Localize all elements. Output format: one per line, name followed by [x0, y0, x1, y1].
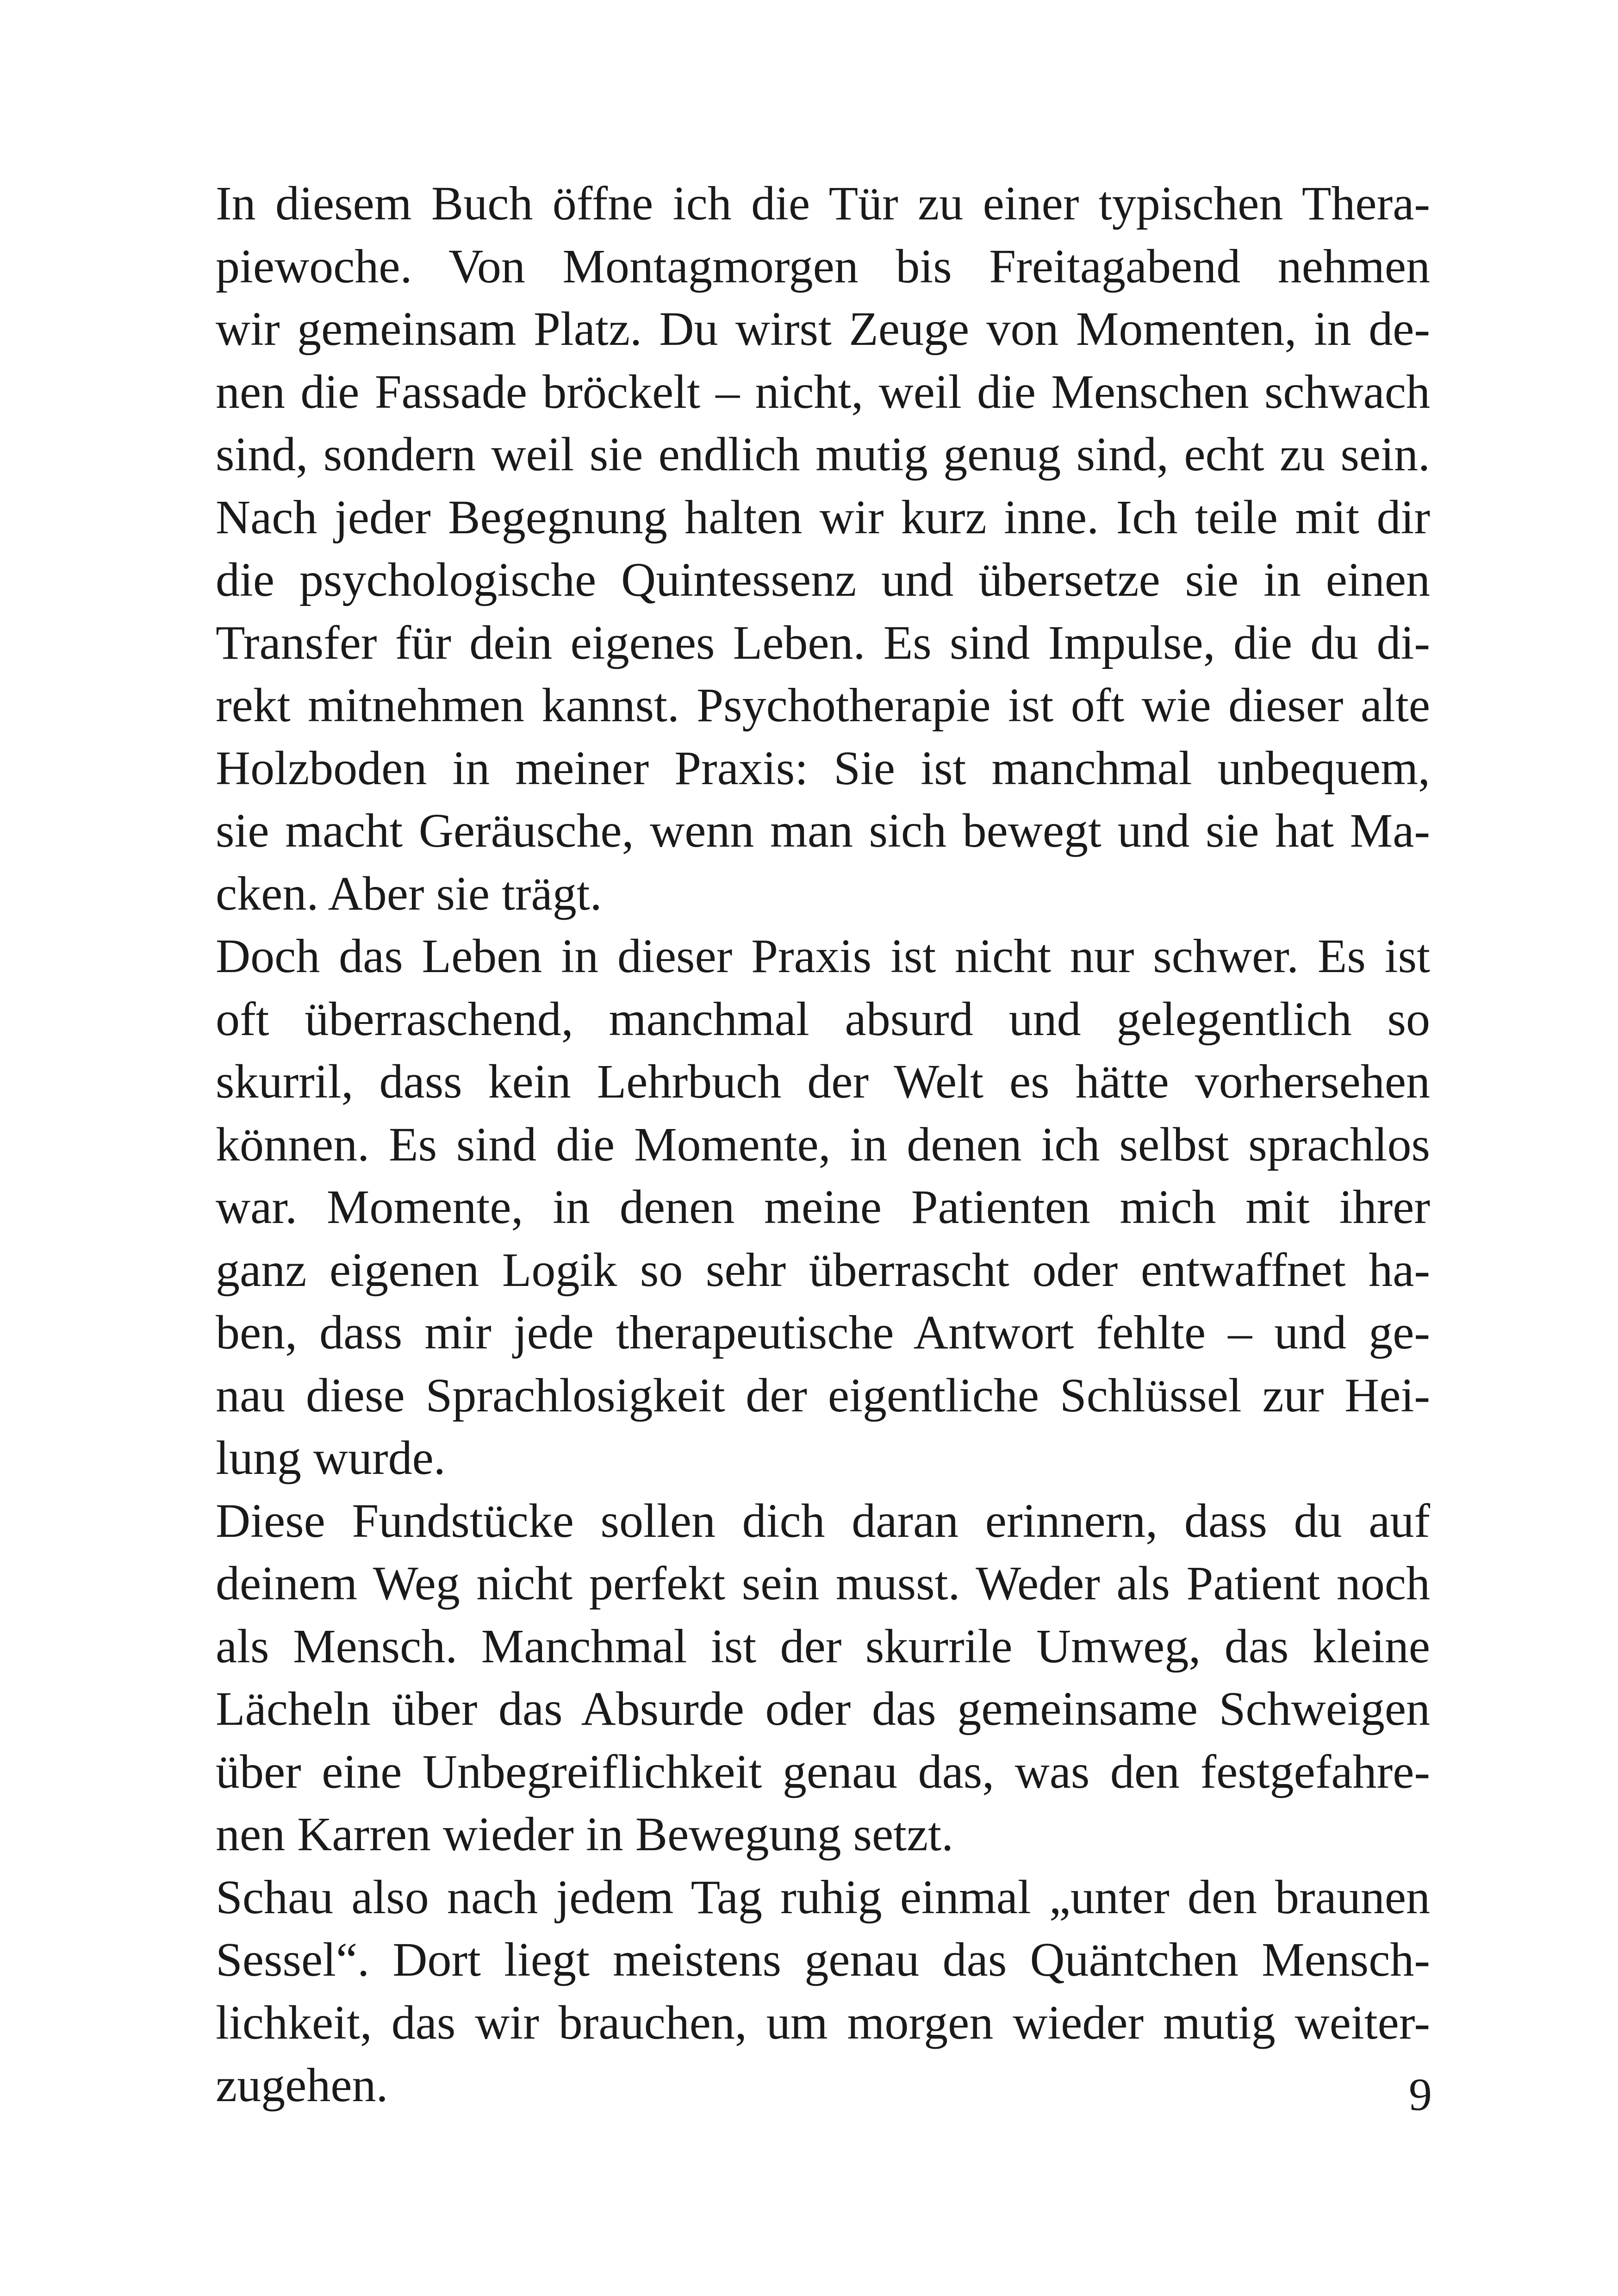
text-line: rekt mitnehmen kannst. Psychotherapie ist oft wie dieser alte — [216, 679, 1430, 732]
paragraph-4 — [216, 1866, 1430, 2117]
text-line: Diese Fundstücke sollen dich daran erinnern, dass du auf — [216, 1494, 1430, 1547]
text-line: über eine Unbegreiflichkeit genau das, was den festgefahre- — [216, 1745, 1430, 1798]
text-line: Doch das Leben in dieser Praxis ist nicht nur schwer. Es ist — [216, 930, 1430, 983]
text-line: zugehen. — [216, 2059, 388, 2112]
text-line: ganz eigenen Logik so sehr überrascht oder entwaffnet ha- — [216, 1243, 1430, 1297]
text-line: Transfer für dein eigenes Leben. Es sind Impulse, die du di- — [216, 616, 1430, 669]
text-line: deinem Weg nicht perfekt sein musst. Weder als Patient noch — [216, 1557, 1430, 1610]
text-line: oft überraschend, manchmal absurd und gelegentlich so — [216, 992, 1430, 1046]
text-line: war. Momente, in denen meine Patienten mich mit ihrer — [216, 1180, 1430, 1234]
text-line: als Mensch. Manchmal ist der skurrile Umweg, das kleine — [216, 1619, 1430, 1673]
text-line: Sessel“. Dort liegt meistens genau das Quäntchen Mensch- — [216, 1933, 1430, 1986]
paragraph-1 — [216, 172, 1430, 925]
paragraph-2 — [216, 925, 1430, 1490]
text-line: können. Es sind die Momente, in denen ich selbst sprachlos — [216, 1117, 1430, 1171]
text-line: wir gemeinsam Platz. Du wirst Zeuge von Momenten, in de- — [216, 302, 1430, 356]
text-line: ben, dass mir jede therapeutische Antwort fehlte – und ge- — [216, 1306, 1430, 1359]
text-line: nen Karren wieder in Bewegung setzt. — [216, 1808, 954, 1861]
text-line: sie macht Geräusche, wenn man sich bewegt und sie hat Ma- — [216, 804, 1430, 857]
text-line: sind, sondern weil sie endlich mutig genug sind, echt zu sein. — [216, 428, 1430, 481]
text-line: nau diese Sprachlosigkeit der eigentliche Schlüssel zur Hei- — [216, 1368, 1430, 1422]
text-line: lung wurde. — [216, 1431, 446, 1485]
text-line: cken. Aber sie trägt. — [216, 867, 602, 920]
text-line: Lächeln über das Absurde oder das gemeinsame Schweigen — [216, 1682, 1430, 1735]
text-line: lichkeit, das wir brauchen, um morgen wieder mutig weiter- — [216, 1996, 1430, 2049]
text-line: Schau also nach jedem Tag ruhig einmal „unter den braunen — [216, 1870, 1430, 1924]
text-line: In diesem Buch öffne ich die Tür zu einer typischen Thera- — [216, 177, 1430, 230]
text-line: die psychologische Quintessenz und übersetze sie in einen — [216, 553, 1430, 606]
text-line: nen die Fassade bröckelt – nicht, weil die Menschen schwach — [216, 365, 1430, 418]
text-line: Holzboden in meiner Praxis: Sie ist manchmal unbequem, — [216, 741, 1430, 795]
paragraph-3 — [216, 1490, 1430, 1866]
text-line: piewoche. Von Montagmorgen bis Freitagabend nehmen — [216, 239, 1430, 293]
body-text — [216, 172, 1430, 2117]
page-number: 9 — [1409, 2069, 1432, 2120]
text-line: Nach jeder Begegnung halten wir kurz inne. Ich teile mit dir — [216, 490, 1430, 544]
text-line: skurril, dass kein Lehrbuch der Welt es hätte vorhersehen — [216, 1055, 1430, 1108]
